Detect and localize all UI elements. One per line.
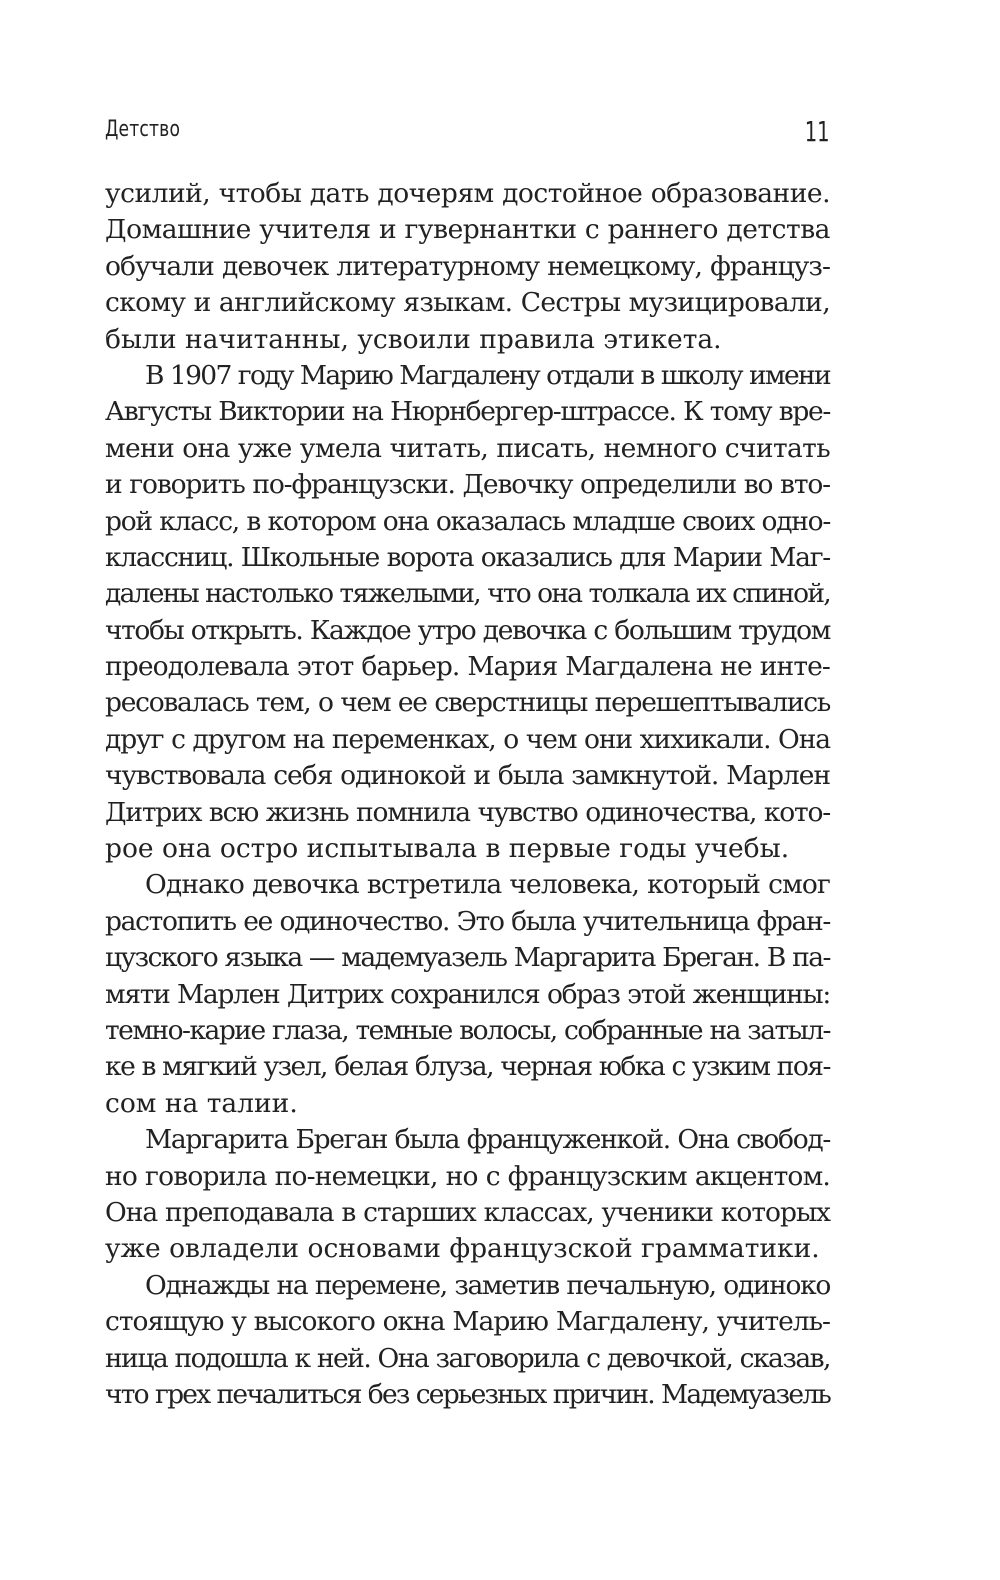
text-line: стоящую у высокого окна Марию Магдалену, учитель- — [105, 1306, 830, 1338]
text-line: мяти Марлен Дитрих сохранился образ этой женщины: — [105, 978, 830, 1010]
text-line: В 1907 году Марию Магдалену отдали в школу имени — [145, 359, 830, 391]
text-line: скому и английскому языкам. Сестры музицировали, — [105, 287, 830, 319]
text-line: ке в мягкий узел, белая блуза, черная юбка с узким поя- — [105, 1051, 830, 1083]
text-line: ница подошла к ней. Она заговорила с девочкой, сказав, — [105, 1342, 830, 1374]
chapter-title: Детство — [105, 117, 181, 142]
text-line: Она преподавала в старших классах, ученики которых — [105, 1196, 830, 1228]
text-line: Дитрих всю жизнь помнила чувство одиночества, кото- — [105, 796, 830, 828]
text-line: обучали девочек литературному немецкому, француз- — [105, 250, 830, 282]
text-line: далены настолько тяжелыми, что она толкала их спиной, — [105, 578, 830, 610]
text-line: преодолевала этот барьер. Мария Магдалена не инте- — [105, 651, 830, 683]
text-line: чтобы открыть. Каждое утро девочка с большим трудом — [105, 614, 830, 646]
text-line: что грех печалиться без серьезных причин. Мадемуазель — [105, 1378, 830, 1410]
body-text — [105, 176, 830, 1413]
text-line: уже овладели основами французской грамматики. — [105, 1233, 820, 1265]
running-header — [105, 115, 830, 155]
text-line: растопить ее одиночество. Это была учительница фран- — [105, 905, 830, 937]
text-line: классниц. Школьные ворота оказались для Марии Маг- — [105, 541, 830, 573]
text-line: чувствовала себя одинокой и была замкнутой. Марлен — [105, 760, 830, 792]
text-line: Однако девочка встретила человека, который смог — [145, 869, 830, 901]
text-line: сом на талии. — [105, 1087, 298, 1119]
text-line: рое она остро испытывала в первые годы учебы. — [105, 833, 790, 865]
text-line: рой класс, в котором она оказалась младше своих одно- — [105, 505, 830, 537]
text-line: но говорила по-немецки, но с французским акцентом. — [105, 1160, 830, 1192]
text-line: друг с другом на переменках, о чем они хихикали. Она — [105, 723, 830, 755]
text-line: цузского языка — мадемуазель Маргарита Бреган. В па- — [105, 942, 830, 974]
text-line: темно-карие глаза, темные волосы, собранные на затыл- — [105, 1014, 830, 1046]
text-line: Маргарита Бреган была француженкой. Она свобод- — [145, 1124, 830, 1156]
text-line: мени она уже умела читать, писать, немного считать — [105, 432, 830, 464]
text-line: усилий, чтобы дать дочерям достойное образование. — [105, 178, 830, 209]
text-line: Домашние учителя и гувернантки с раннего детства — [105, 214, 830, 246]
text-line: Однажды на перемене, заметив печальную, одиноко — [145, 1269, 830, 1301]
text-line: были начитанны, усвоили правила этикета. — [105, 323, 722, 355]
text-line: Августы Виктории на Нюрнбергер-штрассе. К тому вре- — [105, 396, 830, 428]
page-number: 11 — [805, 115, 830, 148]
text-line: ресовалась тем, о чем ее сверстницы перешептывались — [105, 687, 830, 719]
text-line: и говорить по-французски. Девочку определили во вто- — [105, 469, 830, 501]
